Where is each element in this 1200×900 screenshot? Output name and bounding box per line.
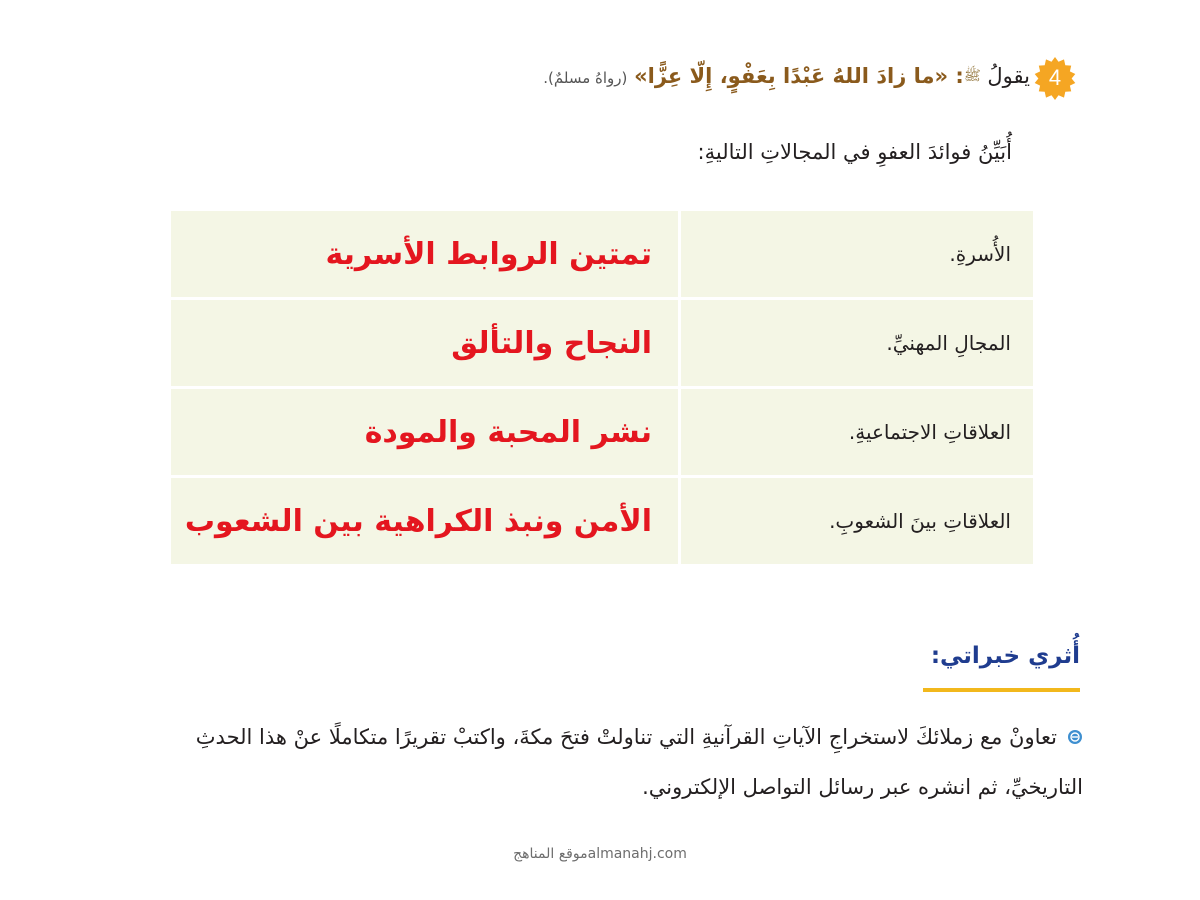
activity-text: تعاونْ مع زملائكَ لاستخراجِ الآياتِ القرآنيةِ التي تناولتْ فتحَ مكةَ، واكتبْ تقريرًا متكاملًا عنْ هذا الحدثِ التاريخيِّ، ثم انشره عبر رسائل التواصل الإلكتروني.	[195, 725, 1083, 799]
table-row	[170, 299, 1035, 388]
hadith-quote: : «ما زادَ اللهُ عَبْدًا بِعَفْوٍ، إِلّا عِزًّا»	[634, 64, 964, 88]
footer-watermark	[0, 846, 1200, 862]
area-cell: المجالِ المهنيِّ.	[680, 299, 1035, 388]
section-underline	[923, 688, 1080, 692]
footer-domain: almanahj.com	[587, 846, 687, 862]
question-number: 4	[1048, 65, 1062, 90]
answer-cell: الأمن ونبذ الكراهية بين الشعوب	[170, 477, 680, 566]
question-number-badge	[1033, 56, 1077, 100]
table-row	[170, 210, 1035, 299]
hadith-source: (رواهُ مسلمٌ).	[543, 69, 628, 87]
activity-paragraph	[118, 712, 1083, 812]
area-cell: العلاقاتِ الاجتماعيةِ.	[680, 388, 1035, 477]
salutation-mark: ﷺ	[963, 68, 981, 84]
area-cell: الأُسرةِ.	[680, 210, 1035, 299]
area-cell: العلاقاتِ بينَ الشعوبِ.	[680, 477, 1035, 566]
answer-cell: نشر المحبة والمودة	[170, 388, 680, 477]
table-row	[170, 388, 1035, 477]
answer-cell: تمتين الروابط الأسرية	[170, 210, 680, 299]
benefits-table	[168, 208, 1036, 567]
section-title: أُثري خبراتي:	[930, 643, 1080, 669]
hadith-line	[543, 58, 1030, 96]
hadith-intro: يقولُ	[987, 64, 1030, 88]
table-row	[170, 477, 1035, 566]
question-instruction: أُبَيِّنُ فوائدَ العفوِ في المجالاتِ التاليةِ:	[697, 140, 1012, 164]
footer-site-name: موقع المناهج	[513, 846, 588, 862]
answer-cell: النجاح والتألق	[170, 299, 680, 388]
circle-bullet-icon	[1067, 729, 1083, 745]
